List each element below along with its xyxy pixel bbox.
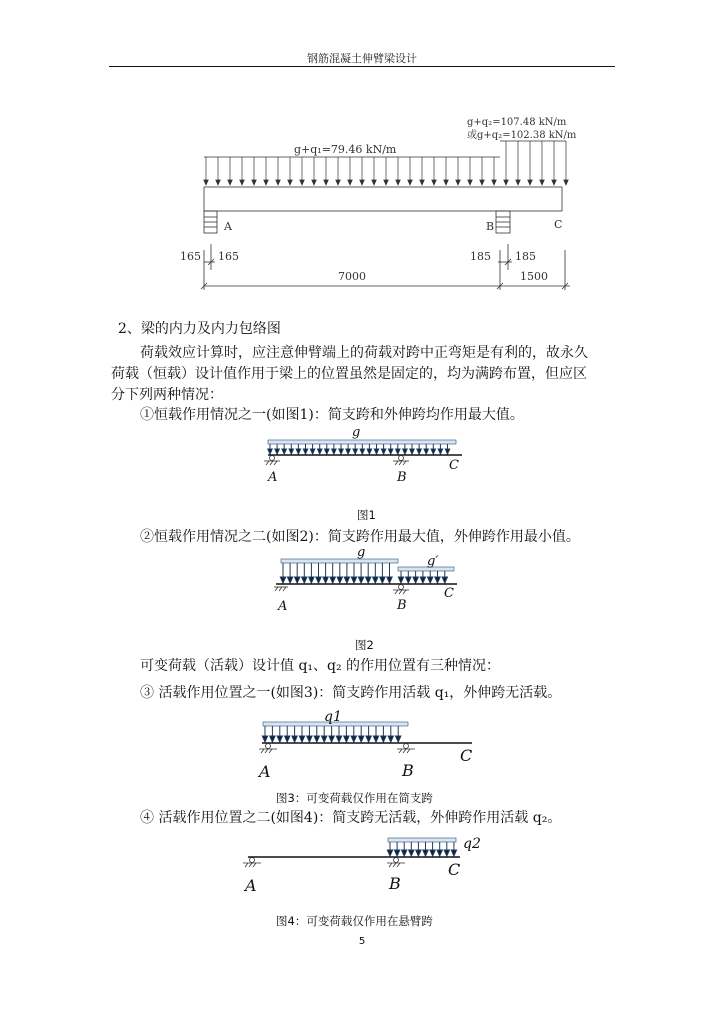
fig3-load-arrowhead <box>351 736 356 742</box>
main-left-load-arrowhead <box>408 180 413 185</box>
fig3-load-arrowhead <box>396 736 401 742</box>
beam-body <box>204 187 562 211</box>
fig2-g-load-arrowhead <box>351 577 356 583</box>
fig1-load-arrowhead <box>360 449 365 454</box>
main-left-load-arrowhead <box>372 180 377 185</box>
fig3-load-arrowhead <box>336 736 341 742</box>
fig1-a-label: A <box>268 470 278 485</box>
figure-1-caption: 图1 <box>357 508 376 522</box>
fig1-load-arrowhead <box>438 449 443 454</box>
fig2-g2-load-arrowhead <box>413 577 418 583</box>
support-a-label: A <box>224 220 232 233</box>
fig1-load-arrowhead <box>374 449 379 454</box>
fig1-load-arrowhead <box>424 449 429 454</box>
main-left-load-arrowhead <box>348 180 353 185</box>
main-left-load-arrowhead <box>492 180 497 185</box>
fig1-load-arrowhead <box>296 449 301 454</box>
figure-3 <box>248 705 488 787</box>
fig4-load-arrowhead <box>451 850 456 856</box>
fig1-load-arrowhead <box>303 449 308 454</box>
header-rule <box>109 66 615 67</box>
fig1-load-arrowhead <box>339 449 344 454</box>
fig2-a-label: A <box>278 599 288 614</box>
case-1-text: ①恒载作用情况之一(如图1)：简支跨和外伸跨均作用最大值。 <box>140 407 524 423</box>
fig2-load-label: g <box>357 545 366 560</box>
main-left-load-arrowhead <box>468 180 473 185</box>
main-left-load-arrowhead <box>300 180 305 185</box>
header-title: 钢筋混凝土伸臂梁设计 <box>307 52 417 65</box>
fig3-load-arrowhead <box>314 736 319 742</box>
fig3-a-label: A <box>259 762 271 781</box>
main-right-load-arrowhead <box>540 180 545 185</box>
main-right-load-arrowhead <box>564 180 569 185</box>
case-3-text: ③ 活载作用位置之一(如图3)：简支跨作用活载 q₁，外伸跨无活载。 <box>140 685 562 701</box>
load-label-right-max: g+q₂=107.48 kN/m <box>467 117 567 128</box>
fig4-load-arrowhead <box>387 850 392 856</box>
fig2-g-load-arrowhead <box>309 577 314 583</box>
fig4-c-label: C <box>448 860 461 879</box>
fig3-load-arrowhead <box>277 736 282 742</box>
paragraph-line-1: 荷载效应计算时，应注意伸臂端上的荷载对跨中正弯矩是有利的，故永久 <box>140 345 588 361</box>
fig2-g-load-arrowhead <box>337 577 342 583</box>
dim-span-cant: 1500 <box>520 270 548 283</box>
main-right-load-arrowhead <box>552 180 557 185</box>
main-left-load-arrowhead <box>204 180 209 185</box>
fig1-load-arrowhead <box>310 449 315 454</box>
case-2-text: ②恒载作用情况之二(如图2)：简支跨作用最大值，外伸跨作用最小值。 <box>140 529 580 545</box>
fig2-g-load-arrowhead <box>344 577 349 583</box>
fig1-load-arrowhead <box>289 449 294 454</box>
fig1-load-arrowhead <box>346 449 351 454</box>
fig1-load-arrowhead <box>282 449 287 454</box>
fig1-load-arrowhead <box>417 449 422 454</box>
fig4-a-label: A <box>245 876 257 895</box>
main-left-load-arrowhead <box>444 180 449 185</box>
figure-4-caption: 图4：可变荷载仅作用在悬臂跨 <box>276 914 433 928</box>
end-c-label: C <box>554 218 563 231</box>
fig3-load-arrowhead <box>322 736 327 742</box>
fig2-g2-load-arrowhead <box>428 577 433 583</box>
fig1-load-arrowhead <box>445 449 450 454</box>
fig1-load-arrowhead <box>268 449 273 454</box>
fig4-load-arrowhead <box>444 850 449 856</box>
fig3-load-arrowhead <box>292 736 297 742</box>
fig1-load-arrowhead <box>381 449 386 454</box>
fig4-load-arrowhead <box>394 850 399 856</box>
main-left-load-arrowhead <box>252 180 257 185</box>
dim-185-left: 185 <box>470 250 491 263</box>
fig2-g-load-arrowhead <box>387 577 392 583</box>
section-heading: 2、梁的内力及内力包络图 <box>118 321 281 337</box>
case-4-text: ④ 活载作用位置之二(如图4)：简支跨无活载，外伸跨作用活载 q₂。 <box>140 810 562 826</box>
dim-165-right: 165 <box>218 250 239 263</box>
main-left-load-arrowhead <box>312 180 317 185</box>
fig1-load-arrowhead <box>325 449 330 454</box>
fig4-load-arrowhead <box>437 850 442 856</box>
main-left-load-arrowhead <box>336 180 341 185</box>
fig3-load-arrowhead <box>344 736 349 742</box>
main-left-load-arrowhead <box>396 180 401 185</box>
fig2-g-load-arrowhead <box>330 577 335 583</box>
fig1-load-arrowhead <box>317 449 322 454</box>
fig3-b-label: B <box>402 761 414 780</box>
page-number: 5 <box>358 936 366 947</box>
paragraph-line-3: 分下列两种情况： <box>111 387 223 403</box>
fig2-g2-load-arrowhead <box>406 577 411 583</box>
fig1-load-arrowhead <box>431 449 436 454</box>
main-right-load-arrowhead <box>504 180 509 185</box>
main-left-load-arrowhead <box>480 180 485 185</box>
fig3-load-arrowhead <box>366 736 371 742</box>
fig1-load-arrowhead <box>353 449 358 454</box>
main-right-load-arrowhead <box>516 180 521 185</box>
load-label-right-min: 或g+q₂=102.38 kN/m <box>467 130 577 141</box>
main-left-load-arrowhead <box>456 180 461 185</box>
main-left-load-arrowhead <box>228 180 233 185</box>
fig2-g-load-arrowhead <box>380 577 385 583</box>
fig1-b-label: B <box>397 470 407 485</box>
fig3-load-arrowhead <box>270 736 275 742</box>
figure-1 <box>255 420 475 490</box>
main-right-load-arrowhead <box>528 180 533 185</box>
fig2-b-label: B <box>397 598 407 613</box>
fig1-load-arrowhead <box>332 449 337 454</box>
fig2-g-load-arrowhead <box>373 577 378 583</box>
fig2-g-load-arrowhead <box>295 577 300 583</box>
fig3-load-arrowhead <box>262 736 267 742</box>
fig1-load-arrowhead <box>403 449 408 454</box>
fig3-load-arrowhead <box>373 736 378 742</box>
main-beam-diagram <box>170 112 590 302</box>
fig4-load-arrowhead <box>430 850 435 856</box>
fig1-c-label: C <box>449 458 459 473</box>
fig2-c-label: C <box>444 586 454 601</box>
fig4-load-arrowhead <box>409 850 414 856</box>
fig1-load-arrowhead <box>396 449 401 454</box>
dim-165-left: 165 <box>180 250 201 263</box>
support-b-label: B <box>486 220 495 233</box>
fig2-g-load-arrowhead <box>302 577 307 583</box>
fig2-g-load-arrowhead <box>366 577 371 583</box>
load-label-left: g+q₁=79.46 kN/m <box>294 143 397 156</box>
fig3-load-label: q1 <box>324 709 342 725</box>
figure-4 <box>235 828 495 898</box>
fig2-g-load-arrowhead <box>358 577 363 583</box>
main-left-load-arrowhead <box>384 180 389 185</box>
fig4-load-arrowhead <box>416 850 421 856</box>
main-left-load-arrowhead <box>288 180 293 185</box>
main-left-load-arrowhead <box>216 180 221 185</box>
fig3-load-arrowhead <box>381 736 386 742</box>
figure-2-caption: 图2 <box>355 638 374 652</box>
fig4-load-arrowhead <box>402 850 407 856</box>
fig3-load-arrowhead <box>307 736 312 742</box>
fig2-g-load-arrowhead <box>280 577 285 583</box>
fig3-load-arrowhead <box>329 736 334 742</box>
fig3-c-label: C <box>460 746 473 765</box>
fig2-g2-load-arrowhead <box>442 577 447 583</box>
fig1-load-label: g <box>352 425 361 440</box>
main-left-load-arrowhead <box>432 180 437 185</box>
main-left-load-arrowhead <box>420 180 425 185</box>
main-left-load-arrowhead <box>324 180 329 185</box>
fig2-g-load-arrowhead <box>323 577 328 583</box>
fig4-load-arrowhead <box>423 850 428 856</box>
dim-185-right: 185 <box>515 250 536 263</box>
fig2-g-load-arrowhead <box>287 577 292 583</box>
fig2-g2-load-arrowhead <box>398 577 403 583</box>
fig2-g-load-arrowhead <box>316 577 321 583</box>
fig1-load-arrowhead <box>275 449 280 454</box>
figure-2 <box>262 542 472 617</box>
fig3-load-arrowhead <box>299 736 304 742</box>
fig2-g2-load-arrowhead <box>420 577 425 583</box>
fig1-load-arrowhead <box>367 449 372 454</box>
figure-3-caption: 图3：可变荷载仅作用在简支跨 <box>276 791 433 805</box>
main-left-load-arrowhead <box>240 180 245 185</box>
fig4-load-label: q2 <box>463 836 481 852</box>
main-left-load-arrowhead <box>264 180 269 185</box>
fig3-load-arrowhead <box>359 736 364 742</box>
fig1-load-arrowhead <box>410 449 415 454</box>
paragraph-line-2: 荷载（恒载）设计值作用于梁上的位置虽然是固定的，均为满跨布置，但应区 <box>111 366 587 382</box>
fig4-b-label: B <box>389 874 401 893</box>
dim-span-main: 7000 <box>338 270 366 283</box>
main-left-load-arrowhead <box>360 180 365 185</box>
fig3-load-arrowhead <box>285 736 290 742</box>
live-load-intro: 可变荷载（活载）设计值 q₁、q₂ 的作用位置有三种情况： <box>140 658 501 674</box>
fig2-g2-load-arrowhead <box>435 577 440 583</box>
fig1-load-arrowhead <box>388 449 393 454</box>
fig3-load-arrowhead <box>388 736 393 742</box>
main-left-load-arrowhead <box>276 180 281 185</box>
fig2-load2-label: g′ <box>427 554 439 569</box>
